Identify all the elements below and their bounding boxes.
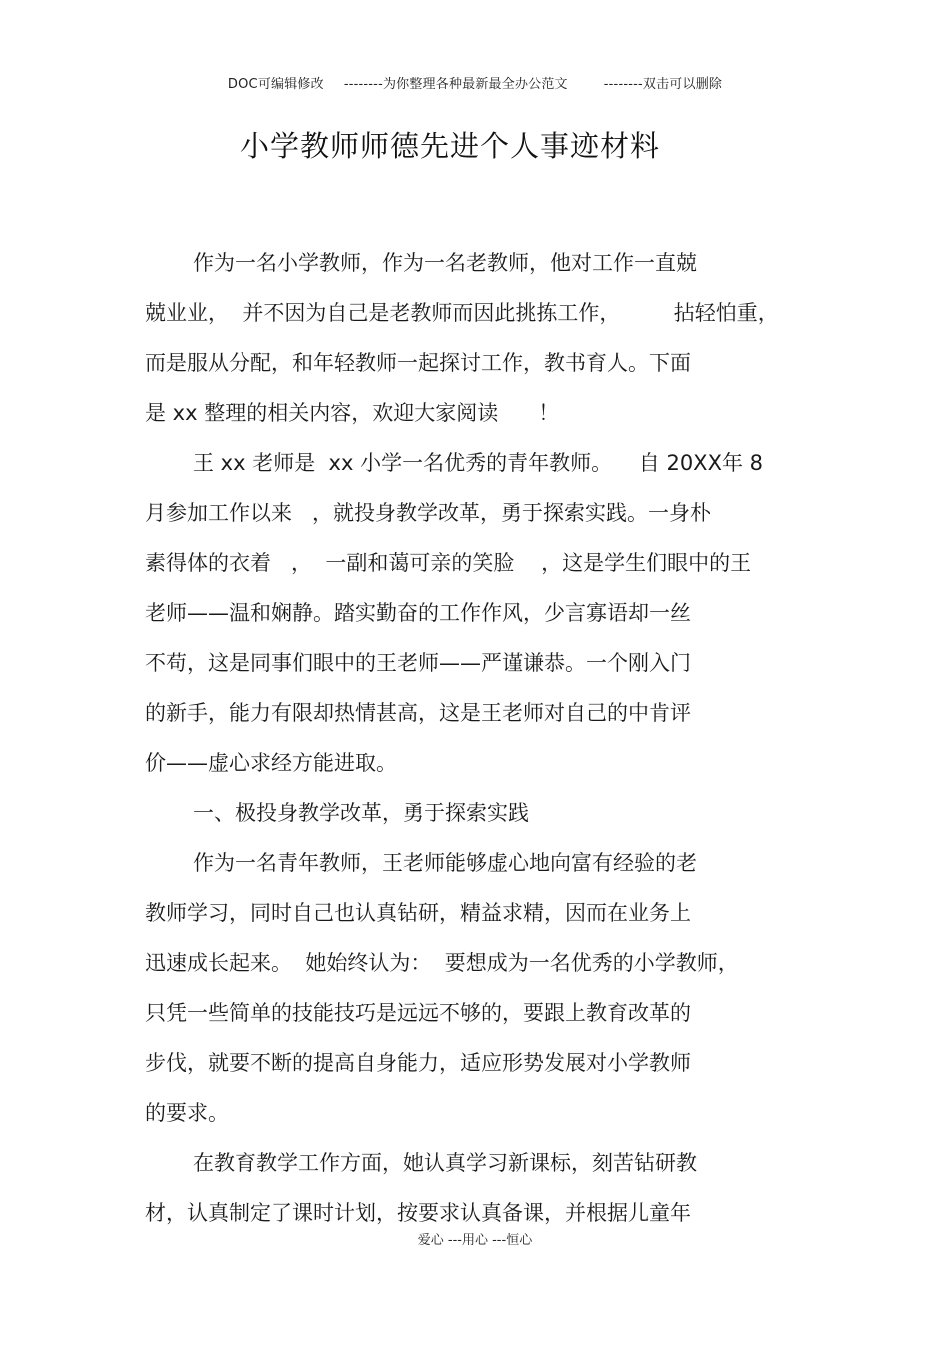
body-line: 不苟，这是同事们眼中的王老师——严谨谦恭。一个刚入门 <box>145 651 691 675</box>
body-line: 是 xx 整理的相关内容，欢迎大家阅读 ！ <box>145 401 560 425</box>
header-middle-text: --------为你整理各种最新最全办公范文 <box>343 77 568 92</box>
document-body <box>145 238 825 1238</box>
body-line: 只凭一些简单的技能技巧是远远不够的，要跟上教育改革的 <box>145 1001 691 1025</box>
body-line: 作为一名小学教师，作为一名老教师，他对工作一直兢 <box>193 251 697 275</box>
header-right-text: --------双击可以删除 <box>603 77 723 92</box>
body-line: 的新手，能力有限却热情甚高，这是王老师对自己的中肯评 <box>145 701 691 725</box>
body-line: 迅速成长起来。 她始终认为： 要想成为一名优秀的小学教师， <box>145 951 739 975</box>
body-line: 步伐，就要不断的提高自身能力，适应形势发展对小学教师 <box>145 1051 691 1075</box>
body-line: 作为一名青年教师，王老师能够虚心地向富有经验的老 <box>193 851 697 875</box>
body-line: 而是服从分配，和年轻教师一起探讨工作，教书育人。下面 <box>145 351 691 375</box>
page-header <box>0 73 950 92</box>
body-line: 价——虚心求经方能进取。 <box>145 751 397 775</box>
body-line: 老师——温和娴静。踏实勤奋的工作作风，少言寡语却一丝 <box>145 601 691 625</box>
body-line: 兢业业， 并不因为自己是老教师而因此挑拣工作， 拈轻怕重， <box>145 301 779 325</box>
body-line: 素得体的衣着 ， 一副和蔼可亲的笑脸 ，这是学生们眼中的王 <box>145 551 752 575</box>
document-title: 小学教师师德先进个人事迹材料 <box>239 129 660 163</box>
header-left-text: DOC可编辑修改 <box>227 77 324 92</box>
body-line: 的要求。 <box>145 1101 229 1125</box>
body-line: 王 xx 老师是 xx 小学一名优秀的青年教师。 自 20XX年 8 <box>193 451 763 475</box>
body-line: 一、极投身教学改革，勇于探索实践 <box>193 801 529 825</box>
body-line: 月参加工作以来 ，就投身教学改革，勇于探索实践。一身朴 <box>145 501 712 525</box>
page-footer: 爱心 ---用心 ---恒心 <box>417 1233 533 1248</box>
body-line: 教师学习，同时自己也认真钻研，精益求精，因而在业务上 <box>145 901 691 925</box>
body-line: 在教育教学工作方面，她认真学习新课标，刻苦钻研教 <box>193 1151 697 1175</box>
body-line: 材，认真制定了课时计划，按要求认真备课，并根据儿童年 <box>145 1201 691 1225</box>
